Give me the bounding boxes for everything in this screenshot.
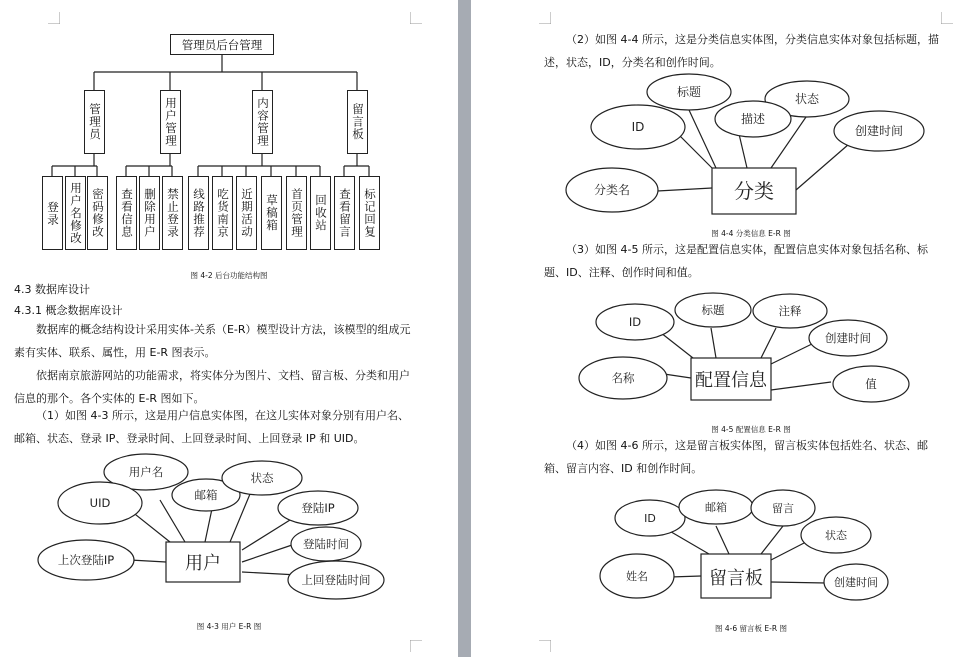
figure-caption: 图 4-6 留言板 E-R 图 — [715, 624, 787, 633]
attr-label: 上次登陆IP — [57, 553, 115, 567]
tree-leaf: 查看信息 — [116, 176, 137, 250]
tree-leaf: 草稿箱 — [261, 176, 282, 250]
crop-mark — [539, 640, 551, 652]
er-diagram-board — [471, 488, 960, 616]
tree-group-user: 用户管理 — [160, 90, 181, 154]
attr-label: 创建时间 — [834, 576, 878, 589]
attr-label: 邮箱 — [705, 501, 727, 514]
section-heading: 4.3 数据库设计 — [14, 283, 90, 296]
attr-label: 值 — [865, 377, 877, 391]
entity-label: 用户 — [185, 553, 221, 574]
attr-label: 注释 — [778, 304, 802, 318]
entity-label: 分类 — [734, 179, 774, 203]
crop-mark — [539, 12, 551, 24]
er-diagram-user — [0, 450, 458, 620]
figure-caption: 图 4-4 分类信息 E-R 图 — [711, 229, 791, 238]
attr-label: 标题 — [701, 303, 725, 317]
attr-label: 标题 — [676, 85, 702, 99]
attr-label: UID — [89, 496, 111, 510]
attr-label: 姓名 — [626, 570, 648, 583]
tree-group-admin: 管理员 — [84, 90, 105, 154]
crop-mark — [941, 12, 953, 24]
entity-label: 留言板 — [709, 568, 763, 589]
paragraph: 数据库的概念结构设计采用实体-关系（E-R）模型设计方法，该模型的组成元素有实体、联系、属性，用 E-R 图表示。 — [14, 323, 411, 359]
document-page-left — [0, 0, 458, 657]
paragraph: （1）如图 4-3 所示，这是用户信息实体图，在这儿实体对象分别有用户名、邮箱、状态、登录 IP、登录时间、上回登录时间、上回登录 IP 和 UID。 — [14, 409, 409, 445]
tree-group-board: 留言板 — [347, 90, 368, 154]
tree-leaf: 回收站 — [310, 176, 331, 250]
tree-leaf: 线路推荐 — [188, 176, 209, 250]
crop-mark — [410, 640, 422, 652]
attr-label: 创建时间 — [854, 124, 904, 138]
tree-leaf: 禁止登录 — [162, 176, 183, 250]
attr-label: 用户名 — [128, 465, 164, 479]
attr-label: 登陆时间 — [303, 537, 349, 551]
tree-leaf: 用户名修改 — [65, 176, 86, 250]
tree-leaf: 密码修改 — [87, 176, 108, 250]
tree-leaf: 吃货南京 — [212, 176, 233, 250]
tree-leaf: 查看留言 — [334, 176, 355, 250]
attr-label: ID — [628, 315, 642, 329]
tree-leaf: 标记回复 — [359, 176, 380, 250]
attr-label: ID — [644, 512, 656, 525]
paragraph: （4）如图 4-6 所示，这是留言板实体图，留言板实体包括姓名、状态、邮箱、留言内容、ID 和创作时间。 — [544, 439, 928, 475]
entity-label: 配置信息 — [695, 370, 767, 391]
figure-caption: 图 4-5 配置信息 E-R 图 — [711, 425, 791, 434]
attr-label: 留言 — [772, 502, 794, 515]
figure-caption: 图 4-2 后台功能结构图 — [190, 271, 268, 280]
tree-leaf: 删除用户 — [139, 176, 160, 250]
attr-label: 状态 — [794, 92, 820, 106]
attr-label: 上回登陆时间 — [301, 573, 371, 587]
attr-label: 状态 — [825, 529, 847, 542]
attr-label: 邮箱 — [194, 488, 218, 502]
paragraph: 依据南京旅游网站的功能需求，将实体分为图片、文档、留言板、分类和用户信息的那个。各个实体的 E-R 图如下。 — [14, 369, 410, 405]
tree-group-content: 内容管理 — [252, 90, 273, 154]
paragraph: （2）如图 4-4 所示，这是分类信息实体图，分类信息实体对象包括标题，描述，状态，ID，分类名和创作时间。 — [544, 33, 939, 69]
attr-label: 描述 — [740, 112, 766, 126]
attr-label: 状态 — [250, 471, 274, 485]
tree-leaf: 登录 — [42, 176, 63, 250]
attr-label: 名称 — [611, 371, 635, 385]
tree-leaf: 首页管理 — [286, 176, 307, 250]
tree-leaf: 近期活动 — [236, 176, 257, 250]
figure-caption: 图 4-3 用户 E-R 图 — [196, 622, 262, 631]
attr-label: 创建时间 — [825, 331, 871, 345]
attr-label: 登陆IP — [301, 501, 335, 515]
subsection-heading: 4.3.1 概念数据库设计 — [14, 304, 123, 317]
er-diagram-config — [471, 292, 960, 414]
paragraph: （3）如图 4-5 所示，这是配置信息实体，配置信息实体对象包括名称、标题、ID、注释、创作时间和值。 — [544, 243, 928, 279]
er-diagram-category — [471, 72, 960, 224]
document-page-right — [471, 0, 960, 657]
attr-label: 分类名 — [593, 183, 631, 197]
tree-root: 管理员后台管理 — [170, 34, 274, 55]
attr-label: ID — [631, 120, 645, 134]
